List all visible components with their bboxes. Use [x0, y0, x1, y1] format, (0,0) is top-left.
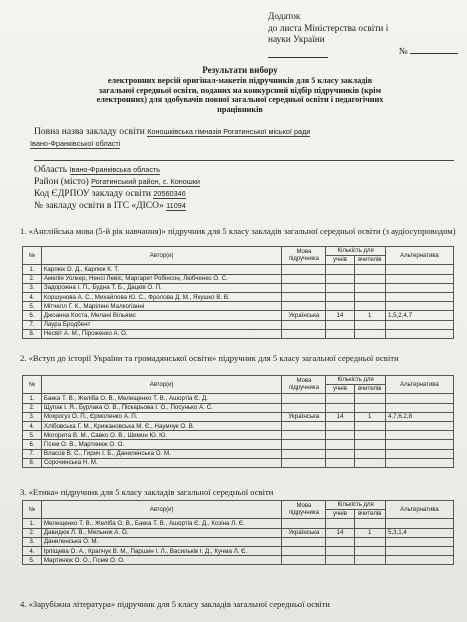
row-teachers: 1: [354, 311, 385, 320]
col-teachers: вчителів: [354, 510, 385, 519]
row-language: [282, 556, 326, 565]
col-authors: Автор(и): [41, 376, 282, 394]
row-teachers: [354, 537, 385, 546]
col-qty: Кількість для: [326, 247, 386, 256]
row-number: 4.: [23, 421, 42, 430]
section-1-title: 1. «Англійська мова (5-й рік навчання)» підручник для 5 класу закладів загальної середньої освіти (з аудіосупроводом): [20, 226, 456, 236]
row-authors: Бакка Т. В., Желіба О. В., Мелещенко Т. В., Ашортіа Є. Д.: [41, 394, 282, 403]
row-students: [326, 440, 354, 449]
col-lang: Мова підручника: [282, 376, 326, 394]
annex-title: Додаток: [268, 12, 301, 22]
row-language: [282, 421, 326, 430]
row-alternative: [385, 537, 453, 546]
table-row: [23, 519, 454, 528]
row-students: [326, 329, 354, 338]
region-row: [34, 164, 454, 176]
table-row: [23, 458, 454, 467]
table-row: [23, 421, 454, 430]
row-number: 5.: [23, 302, 42, 311]
row-authors: Коршунова А. С., Михайлова Ю. С., Фролова Д. М., Якушко В. В.: [41, 292, 282, 301]
row-teachers: [354, 283, 385, 292]
row-students: [326, 403, 354, 412]
row-number: 5.: [23, 556, 42, 565]
row-teachers: [354, 403, 385, 412]
row-students: [326, 292, 354, 301]
row-authors: Джоанна Коста, Мелані Вільямс: [41, 311, 282, 320]
col-num: №: [23, 376, 42, 394]
row-number: 1.: [23, 519, 42, 528]
col-students: учнів: [326, 510, 354, 519]
row-alternative: [385, 320, 453, 329]
table-row: [23, 431, 454, 440]
row-authors: Могорита В. М., Савко О. В., Шимон Ю. Ю.: [41, 431, 282, 440]
row-number: 1.: [23, 394, 42, 403]
row-teachers: [354, 449, 385, 458]
blank-rule: [34, 151, 454, 161]
row-number: 3.: [23, 537, 42, 546]
document-heading: [20, 66, 460, 115]
row-alternative: [385, 440, 453, 449]
row-alternative: [385, 546, 453, 555]
col-num: №: [23, 501, 42, 519]
row-alternative: [385, 458, 453, 467]
full-name-row: [34, 126, 454, 138]
col-qty: Кількість для: [326, 376, 386, 385]
table-row: [23, 394, 454, 403]
row-teachers: [354, 546, 385, 555]
edrpou-row: [34, 188, 454, 200]
row-alternative: 5,3,1,4: [385, 528, 453, 537]
col-alt: Альтернатива: [385, 247, 453, 265]
row-teachers: [354, 274, 385, 283]
section-2-title: 2. «Вступ до історії України та громадянської освіти» підручник для 5 класу загальної середньої освіти: [20, 353, 399, 363]
its-row: [34, 200, 454, 212]
region-value: Івано-Франківська область: [69, 164, 161, 174]
row-alternative: [385, 421, 453, 430]
row-students: [326, 519, 354, 528]
table-row: [23, 546, 454, 555]
row-authors: Ірпіщева О. А., Крапчук В. М., Паршин І. Л., Васильків І. Д., Кучма Л. Є.: [41, 546, 282, 555]
row-students: [326, 302, 354, 311]
row-students: [326, 449, 354, 458]
row-alternative: [385, 403, 453, 412]
col-teachers: вчителів: [354, 385, 385, 394]
row-language: [282, 431, 326, 440]
row-language: [282, 440, 326, 449]
row-alternative: [385, 302, 453, 311]
col-authors: Автор(и): [41, 247, 282, 265]
section-3-title: 3. «Етика» підручник для 5 класу закладів загальної середньої освіти: [20, 487, 274, 497]
row-students: [326, 537, 354, 546]
col-num: №: [23, 247, 42, 265]
row-number: 8.: [23, 329, 42, 338]
district-value: Рогатинський район, с. Коношки: [91, 176, 200, 186]
table-row: [23, 292, 454, 301]
col-lang: Мова підручника: [282, 247, 326, 265]
row-alternative: [385, 449, 453, 458]
row-authors: Гісем О. В., Мартинюк О. О.: [41, 440, 282, 449]
row-teachers: [354, 458, 385, 467]
row-number: 2.: [23, 528, 42, 537]
annex-line: до листа Міністерства освіти і: [268, 23, 389, 34]
row-alternative: [385, 283, 453, 292]
district-row: [34, 176, 454, 188]
row-number: 1.: [23, 265, 42, 274]
row-number: 7.: [23, 320, 42, 329]
row-authors: Давидюк Л. В., Мельник А. О.: [41, 528, 282, 537]
heading-line: Результати вибору: [202, 65, 278, 75]
row-authors: Мокрогуз О. П., Єрмоленко А. П.: [41, 412, 282, 421]
row-alternative: [385, 519, 453, 528]
table-row: [23, 403, 454, 412]
row-language: [282, 274, 326, 283]
row-number: 4.: [23, 546, 42, 555]
row-authors: Власов В. С., Гирич І. Б., Даниленська О. М.: [41, 449, 282, 458]
row-authors: Сорочинська Н. М.: [41, 458, 282, 467]
row-authors: Щупак І. Я., Бурлака О. В., Піскарьова І. О., Посунько А. С.: [41, 403, 282, 412]
row-language: [282, 394, 326, 403]
full-name-value: Коношківська гімназія Рогатинської міської ради: [147, 127, 311, 136]
row-number: 7.: [23, 449, 42, 458]
full-name-row-2: [30, 138, 454, 150]
row-number: 4.: [23, 292, 42, 301]
date-blank: [268, 47, 328, 59]
section-1-table: [22, 246, 454, 339]
annex-block: [268, 12, 458, 58]
row-number: 3.: [23, 283, 42, 292]
col-teachers: вчителів: [354, 256, 385, 265]
col-qty: Кількість для: [326, 501, 386, 510]
row-authors: Мартинюк О. О., Гісем О. О.: [41, 556, 282, 565]
row-students: [326, 265, 354, 274]
row-teachers: [354, 265, 385, 274]
row-teachers: 1: [354, 412, 385, 421]
heading-line: електронних) для здобувачів повної загальної середньої освіти і педагогічних: [96, 95, 384, 105]
table-row: [23, 412, 454, 421]
number-sign: №: [398, 46, 408, 57]
edrpou-value: 20560346: [153, 189, 186, 199]
table-row: [23, 302, 454, 311]
district-label: Район (місто): [34, 176, 89, 187]
table-row: [23, 449, 454, 458]
row-language: [282, 283, 326, 292]
row-alternative: 1,5,2,4,7: [385, 311, 453, 320]
row-language: Українська: [282, 311, 326, 320]
row-alternative: 4,7,6,2,8: [385, 412, 453, 421]
school-info: [30, 126, 454, 213]
row-number: 2.: [23, 274, 42, 283]
row-language: [282, 292, 326, 301]
row-number: 8.: [23, 458, 42, 467]
table-row: [23, 329, 454, 338]
row-alternative: [385, 394, 453, 403]
row-students: 14: [326, 412, 354, 421]
row-language: [282, 320, 326, 329]
row-language: [282, 519, 326, 528]
row-teachers: [354, 320, 385, 329]
heading-line: електронних версій оригінал-макетів підручників для 5 класу закладів: [107, 75, 373, 85]
row-teachers: [354, 519, 385, 528]
table-row: [23, 320, 454, 329]
row-authors: Несвіт А. М., Піроженко А. О.: [41, 329, 282, 338]
row-students: [326, 458, 354, 467]
annex-number-line: [268, 47, 458, 59]
number-blank: [410, 53, 458, 54]
col-alt: Альтернатива: [385, 501, 453, 519]
row-language: [282, 403, 326, 412]
row-authors: Мітчелл Г. К., Марілені Малкогіанні: [41, 302, 282, 311]
heading-line: працівників: [217, 105, 263, 115]
table-row: [23, 274, 454, 283]
row-teachers: [354, 431, 385, 440]
its-label: № закладу освіти в ІТС «ДІСО»: [34, 201, 164, 212]
row-number: 5.: [23, 431, 42, 440]
row-alternative: [385, 431, 453, 440]
row-language: [282, 329, 326, 338]
row-teachers: [354, 421, 385, 430]
row-teachers: [354, 302, 385, 311]
row-number: 6.: [23, 440, 42, 449]
row-students: 14: [326, 311, 354, 320]
section-3-table: [22, 500, 454, 565]
row-authors: Карпюк О. Д., Карпюк К. Т.: [41, 265, 282, 274]
col-lang: Мова підручника: [282, 501, 326, 519]
section-4-title: 4. «Зарубіжна література» підручник для 5 класу закладів загальної середньої освіти: [20, 599, 330, 609]
table-row: [23, 556, 454, 565]
row-alternative: [385, 265, 453, 274]
edrpou-label: Код ЄДРПОУ закладу освіти: [34, 189, 151, 200]
section-2-table: [22, 375, 454, 468]
row-students: [326, 546, 354, 555]
table-row: [23, 265, 454, 274]
table-row: [23, 537, 454, 546]
row-authors: Задорожна І. П., Будна Т. Б., Дацків О. П.: [41, 283, 282, 292]
row-number: 6.: [23, 311, 42, 320]
row-students: [326, 283, 354, 292]
row-language: [282, 537, 326, 546]
row-authors: Лаура Бродбент: [41, 320, 282, 329]
row-students: [326, 274, 354, 283]
row-number: 3.: [23, 412, 42, 421]
row-authors: Амелія Уолкер, Ненсі Левіс, Маргарет Робінсон, Любченко О. С.: [41, 274, 282, 283]
row-authors: Мелещенко Т. В., Желіба О. В., Бакка Т. В., Ашортіа Є. Д., Козіна Л. Є.: [41, 519, 282, 528]
annex-line: науки України: [268, 35, 325, 46]
table-row: [23, 528, 454, 537]
row-alternative: [385, 292, 453, 301]
its-value: 11094: [166, 201, 186, 211]
row-alternative: [385, 274, 453, 283]
row-language: Українська: [282, 528, 326, 537]
row-alternative: [385, 329, 453, 338]
table-row: [23, 311, 454, 320]
row-students: [326, 431, 354, 440]
row-students: [326, 421, 354, 430]
col-alt: Альтернатива: [385, 376, 453, 394]
row-teachers: 1: [354, 528, 385, 537]
region-label: Область: [34, 164, 68, 175]
heading-line: загальної середньої освіти, поданих на конкурсний відбір підручників (крім: [98, 85, 382, 95]
row-students: [326, 320, 354, 329]
row-students: 14: [326, 528, 354, 537]
col-students: учнів: [326, 256, 354, 265]
row-teachers: [354, 556, 385, 565]
full-name-value-2: Івано-Франківської області: [30, 139, 121, 149]
row-alternative: [385, 556, 453, 565]
row-students: [326, 556, 354, 565]
col-students: учнів: [326, 385, 354, 394]
row-teachers: [354, 394, 385, 403]
row-language: [282, 265, 326, 274]
row-authors: Даниленська О. М.: [41, 537, 282, 546]
row-language: [282, 302, 326, 311]
table-row: [23, 283, 454, 292]
row-students: [326, 394, 354, 403]
row-number: 2.: [23, 403, 42, 412]
full-name-label: Повна назва закладу освіти: [34, 127, 145, 137]
row-language: [282, 546, 326, 555]
table-row: [23, 440, 454, 449]
row-teachers: [354, 292, 385, 301]
row-language: [282, 458, 326, 467]
row-teachers: [354, 440, 385, 449]
row-language: Українська: [282, 412, 326, 421]
row-authors: Хлібовська Г. М., Крижановська М. Є., Наумчук О. В.: [41, 421, 282, 430]
row-teachers: [354, 329, 385, 338]
row-language: [282, 449, 326, 458]
col-authors: Автор(и): [41, 501, 282, 519]
